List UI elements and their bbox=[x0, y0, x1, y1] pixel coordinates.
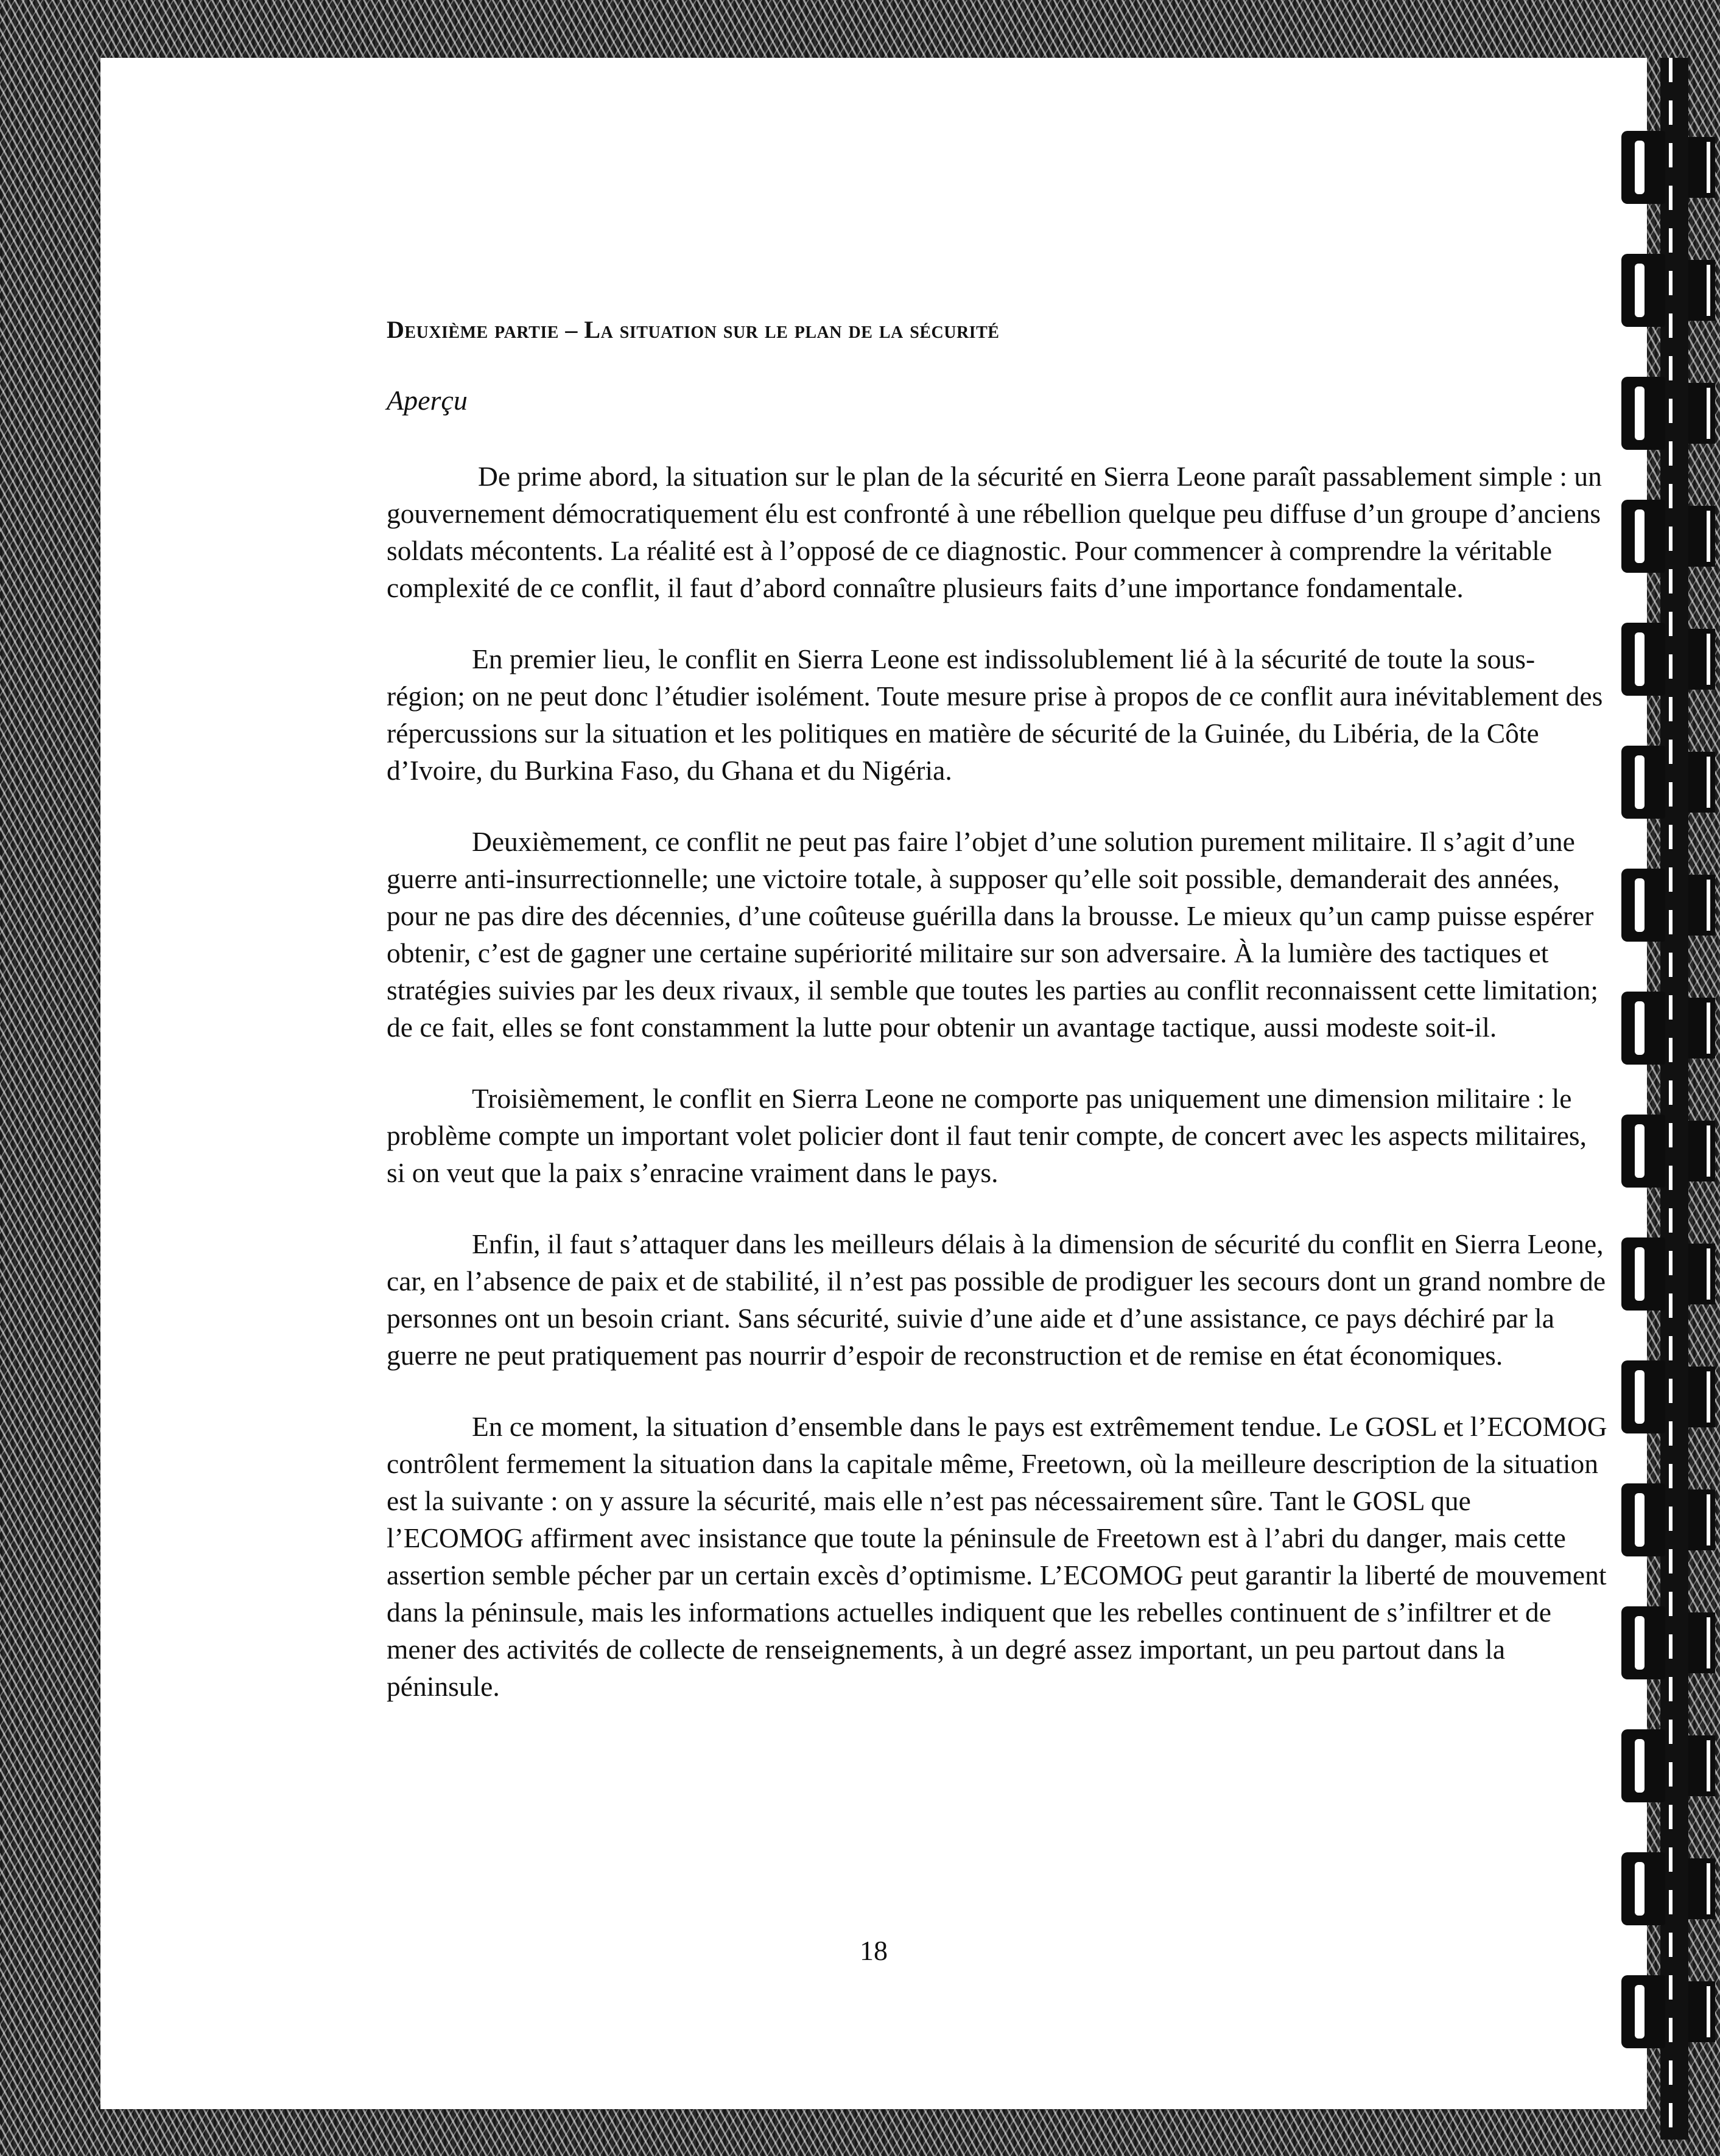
subsection-heading: Aperçu bbox=[387, 385, 468, 416]
binding-ring-loop bbox=[1621, 377, 1665, 450]
paragraph-6: En ce moment, la situation d’ensemble dans le pays est extrêmement tendue. Le GOSL et l’ECOMOG contrôlent fermement la situation dans la capitale même, Freetown, où la meilleure description de la situation est la suivante : on y assure la sécurité, mais elle n’est pas nécessairement sûre. Tant le GOSL que l’ECOMOG affirment avec insistance que toute la péninsule de Freetown est à l’abri du danger, mais cette assertion semble pécher par un certain excès d’optimisme. L’ECOMOG peut garantir la liberté de mouvement dans la péninsule, mais les informations actuelles indiquent que les rebelles continuent de s’infiltrer et de mener des activités de collecte de renseignements, à un degré assez important, un peu partout dans la péninsule. bbox=[387, 1411, 1607, 1702]
binding-ring bbox=[1604, 254, 1720, 327]
paragraph-3: Deuxièmement, ce conflit ne peut pas faire l’objet d’une solution purement militaire. Il s’agit d’une guerre anti-insurrectionnelle; une victoire totale, à supposer qu’elle soit possible, demanderait des années, pour ne pas dire des décennies, d’une coûteuse guérilla dans la brousse. Le mieux qu’un camp puisse espérer obtenir, c’est de gagner une certaine supériorité militaire sur son adversaire. À la lumière des tactiques et stratégies suivies par les deux rivaux, il semble que toutes les parties au conflit reconnaissent cette limitation; de ce fait, elles se font constamment la lutte pour obtenir un avantage tactique, aussi modeste soit-il. bbox=[387, 826, 1599, 1043]
binding-ring-clip bbox=[1688, 1121, 1715, 1181]
paragraph-5: Enfin, il faut s’attaquer dans les meilleurs délais à la dimension de sécurité du conflit en Sierra Leone, car, en l’absence de paix et de stabilité, il n’est pas possible de prodiguer les secours dont un grand nombre de personnes ont un besoin criant. Sans sécurité, suivie d’une aide et d’une assistance, ce pays déchiré par la guerre ne peut pratiquement pas nourrir d’espoir de reconstruction et de remise en état économiques. bbox=[387, 1228, 1606, 1371]
binding-ring-loop bbox=[1621, 746, 1665, 819]
binding-ring bbox=[1604, 1729, 1720, 1802]
binding-ring bbox=[1604, 1606, 1720, 1679]
paragraph-2: En premier lieu, le conflit en Sierra Leone est indissolublement lié à la sécurité de toute la sous-région; on ne peut donc l’étudier isolément. Toute mesure prise à propos de ce conflit aura inévitablement des répercussions sur la situation et les politiques en matière de sécurité de la Guinée, du Libéria, de la Côte d’Ivoire, du Burkina Faso, du Ghana et du Nigéria. bbox=[387, 643, 1603, 786]
binding-ring bbox=[1604, 1115, 1720, 1188]
section-heading: Deuxième partie – La situation sur le plan de la sécurité bbox=[387, 316, 1000, 343]
binding-ring-loop bbox=[1621, 500, 1665, 573]
binding-ring bbox=[1604, 1483, 1720, 1556]
binding-ring-clip bbox=[1688, 1612, 1715, 1673]
binding-ring-loop bbox=[1621, 992, 1665, 1065]
binding-ring bbox=[1604, 1975, 1720, 2048]
binding-ring-loop bbox=[1621, 1606, 1665, 1679]
binding-ring-clip bbox=[1688, 137, 1715, 198]
binding-ring-loop bbox=[1621, 1360, 1665, 1433]
binding-ring-clip bbox=[1688, 1858, 1715, 1919]
binding-ring bbox=[1604, 377, 1720, 450]
binding-ring-loop bbox=[1621, 623, 1665, 696]
binding-ring-clip bbox=[1688, 998, 1715, 1059]
binding-ring-clip bbox=[1688, 1367, 1715, 1427]
binding-ring bbox=[1604, 131, 1720, 204]
binding-ring-clip bbox=[1688, 260, 1715, 321]
binding-ring bbox=[1604, 623, 1720, 696]
binding-ring bbox=[1604, 869, 1720, 942]
binding-ring-clip bbox=[1688, 506, 1715, 567]
binding-ring bbox=[1604, 1237, 1720, 1311]
binding-ring-clip bbox=[1688, 1981, 1715, 2042]
binding-ring-clip bbox=[1688, 629, 1715, 690]
spiral-binding-icon bbox=[1604, 58, 1720, 2140]
page-content bbox=[387, 310, 1610, 1705]
binding-ring-loop bbox=[1621, 869, 1665, 942]
binding-ring bbox=[1604, 500, 1720, 573]
binding-ring-clip bbox=[1688, 875, 1715, 936]
binding-ring-loop bbox=[1621, 131, 1665, 204]
binding-ring bbox=[1604, 1360, 1720, 1433]
binding-ring-clip bbox=[1688, 383, 1715, 444]
binding-ring bbox=[1604, 746, 1720, 819]
binding-ring-clip bbox=[1688, 1735, 1715, 1796]
binding-ring-clip bbox=[1688, 1489, 1715, 1550]
binding-spine bbox=[1660, 58, 1688, 2140]
binding-ring-clip bbox=[1688, 752, 1715, 813]
page-number: 18 bbox=[860, 1935, 888, 1966]
paragraph-4: Troisièmement, le conflit en Sierra Leone ne comporte pas uniquement une dimension militaire : le problème compte un important volet policier dont il faut tenir compte, de concert avec les aspects militaires, si on veut que la paix s’enracine vraiment dans le pays. bbox=[387, 1083, 1587, 1188]
binding-ring-loop bbox=[1621, 1729, 1665, 1802]
binding-ring-loop bbox=[1621, 1237, 1665, 1311]
binding-ring-clip bbox=[1688, 1244, 1715, 1304]
binding-ring-loop bbox=[1621, 1975, 1665, 2048]
binding-ring bbox=[1604, 1852, 1720, 1925]
paragraph-1: De prime abord, la situation sur le plan de la sécurité en Sierra Leone paraît passablement simple : un gouvernement démocratiquement élu est confronté à une rébellion quelque peu diffuse d’un groupe d’anciens soldats mécontents. La réalité est à l’opposé de ce diagnostic. Pour commencer à comprendre la véritable complexité de ce conflit, il faut d’abord connaître plusieurs faits d’une importance fondamentale. bbox=[387, 461, 1602, 603]
document-page bbox=[100, 58, 1647, 2109]
binding-ring-loop bbox=[1621, 1852, 1665, 1925]
binding-ring-loop bbox=[1621, 1483, 1665, 1556]
binding-ring bbox=[1604, 992, 1720, 1065]
binding-ring-loop bbox=[1621, 254, 1665, 327]
binding-ring-loop bbox=[1621, 1115, 1665, 1188]
